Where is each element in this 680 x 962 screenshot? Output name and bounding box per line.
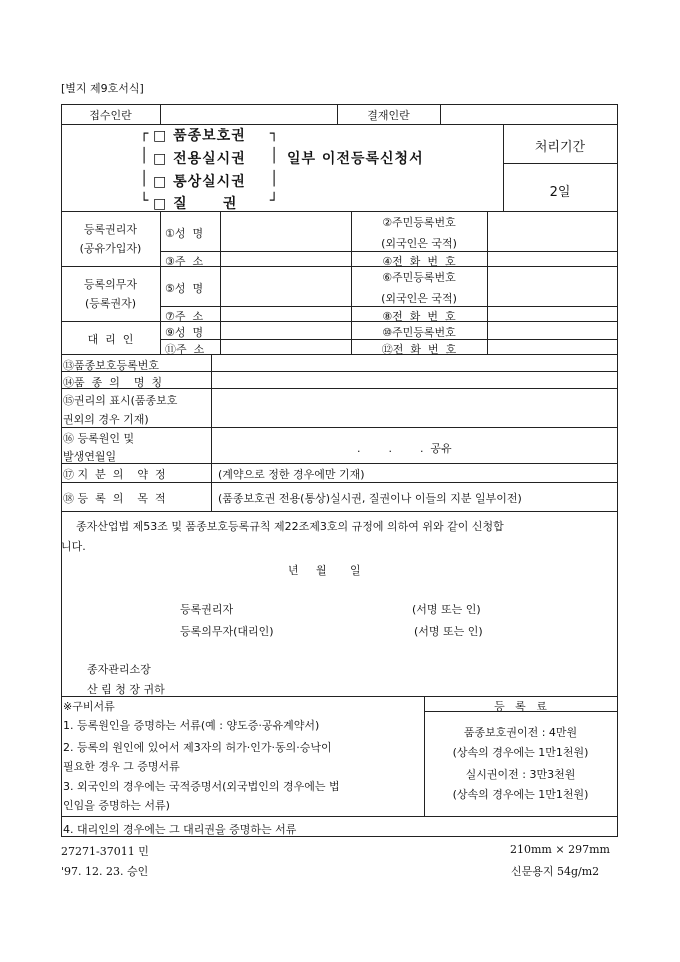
obligor-address-label: ⑦주 소 <box>165 310 204 323</box>
obligor-label: 등록의무자 <box>83 278 138 291</box>
date-year-label: 년 <box>288 564 299 577</box>
recipient-line2: 산 림 청 장 귀하 <box>87 683 165 696</box>
bracket-top: ┌ <box>140 126 150 142</box>
right-indication-input[interactable] <box>213 390 615 426</box>
option-exclusive-license[interactable]: □ 전용실시권 <box>153 151 246 167</box>
settlement-label: 결재인란 <box>367 109 410 122</box>
registration-number-label: ⑬품종보호등록번호 <box>63 359 160 372</box>
rightholder-rrn-input[interactable] <box>489 213 615 249</box>
title-suffix: 일부 이전등록신청서 <box>287 151 424 167</box>
approval-date: '97. 12. 23. 승인 <box>61 865 149 878</box>
checkbox-icon[interactable]: □ <box>153 196 168 212</box>
fee-line: 품종보호권이전 : 4만원 <box>463 726 578 739</box>
processing-label: 처리기간 <box>534 140 586 155</box>
bracket-right-mid1: │ <box>270 148 280 164</box>
agent-address-input[interactable] <box>222 341 349 353</box>
registration-number-input[interactable] <box>213 356 615 370</box>
fee-line: 실시권이전 : 3만3천원 <box>465 768 576 781</box>
document-item: 3. 외국인의 경우에는 국적증명서(외국법인의 경우에는 법 <box>63 780 340 793</box>
rightholder-label: 등록권리자 <box>83 223 138 236</box>
bracket-mid2: │ <box>140 171 150 187</box>
agent-label: 대 리 인 <box>87 333 134 346</box>
rightholder-phone-label: ④전 화 번 호 <box>382 255 456 268</box>
rightholder-address-input[interactable] <box>222 253 349 265</box>
signer-rightholder-seal[interactable]: (서명 또는 인) <box>412 603 481 616</box>
registration-purpose-label: ⑱ 등 록 의 목 적 <box>63 492 166 505</box>
recipient-line1: 종자관리소장 <box>87 663 151 676</box>
rightholder-name-label: ①성 명 <box>165 227 204 240</box>
obligor-rrn-label: ⑥주민등록번호 <box>382 271 456 284</box>
form-code: 27271-37011 민 <box>61 845 149 858</box>
checkbox-icon[interactable]: □ <box>153 174 168 190</box>
bracket-bottom: └ <box>140 193 150 209</box>
option-variety-protection[interactable]: □ 품종보호권 <box>153 128 246 144</box>
rightholder-rrn-label: ②주민등록번호 <box>382 216 456 229</box>
obligor-nationality-label: (외국인은 국적) <box>381 292 457 305</box>
signer-obligor: 등록의무자(대리인) <box>180 625 274 638</box>
variety-name-input[interactable] <box>213 373 615 387</box>
processing-value: 2일 <box>549 185 571 200</box>
signer-obligor-seal[interactable]: (서명 또는 인) <box>414 625 483 638</box>
document-item-4: 4. 대리인의 경우에는 그 대리권을 증명하는 서류 <box>63 823 297 836</box>
bracket-right-mid2: │ <box>270 171 280 187</box>
receipt-label: 접수인란 <box>89 109 132 122</box>
fee-line: (상속의 경우에는 1만1천원) <box>452 746 589 759</box>
registration-cause-label: ⑯ 등록원인 및 <box>63 432 135 445</box>
date-month-label: 월 <box>316 564 327 577</box>
agent-rrn-label: ⑩주민등록번호 <box>382 326 456 339</box>
rightholder-sublabel: (공유가입자) <box>79 242 142 255</box>
paper-type: 신문용지 54g/m2 <box>511 865 600 878</box>
rightholder-nationality-label: (외국인은 국적) <box>381 237 457 250</box>
right-indication-label: ⑮권리의 표시(품종보호 <box>63 394 178 407</box>
bracket-mid1: │ <box>140 148 150 164</box>
variety-name-label: ⑭품 종 의 명 칭 <box>63 376 163 389</box>
document-item: 인임을 증명하는 서류) <box>63 799 170 812</box>
declaration-line2: 니다. <box>61 540 86 553</box>
obligor-phone-label: ⑧전 화 번 호 <box>382 310 456 323</box>
document-item: 필요한 경우 그 증명서류 <box>63 760 180 773</box>
paper-size: 210mm × 297mm <box>510 843 610 856</box>
agent-phone-input[interactable] <box>489 341 615 353</box>
obligor-sublabel: (등록권자) <box>84 297 137 310</box>
option-pledge[interactable]: □ 질 권 <box>153 196 238 212</box>
rightholder-address-label: ③주 소 <box>165 255 204 268</box>
checkbox-icon[interactable]: □ <box>153 151 168 167</box>
share-agreement-label: ⑰ 지 분 의 약 정 <box>63 468 166 481</box>
agent-name-label: ⑨성 명 <box>165 326 204 339</box>
signer-rightholder: 등록권리자 <box>180 603 234 616</box>
obligor-rrn-input[interactable] <box>489 268 615 304</box>
rightholder-name-input[interactable] <box>222 213 349 249</box>
form-number-label: [별지 제9호서식] <box>61 82 144 95</box>
obligor-name-label: ⑤성 명 <box>165 282 204 295</box>
date-day-label: 일 <box>350 564 361 577</box>
document-item: 2. 등록의 원인에 있어서 제3자의 허가·인가·동의·승낙이 <box>63 741 332 754</box>
right-indication-sublabel: 권외의 경우 기재) <box>63 413 149 426</box>
agent-name-input[interactable] <box>222 323 349 337</box>
agent-address-label: ⑪주 소 <box>165 343 205 356</box>
obligor-phone-input[interactable] <box>489 308 615 320</box>
registration-cause-sublabel: 발생연월일 <box>63 450 117 463</box>
share-agreement-note[interactable]: (계약으로 정한 경우에만 기재) <box>218 468 365 481</box>
fees-title: 등 록 료 <box>494 700 547 713</box>
required-documents-title: ※구비서류 <box>63 700 115 713</box>
checkbox-icon[interactable]: □ <box>153 128 168 144</box>
registration-cause-value[interactable]: . . . 공유 <box>357 442 452 455</box>
obligor-address-input[interactable] <box>222 308 349 320</box>
agent-phone-label: ⑫전 화 번 호 <box>381 343 457 356</box>
bracket-right-top: ┐ <box>270 126 280 142</box>
option-ordinary-license[interactable]: □ 통상실시권 <box>153 174 246 190</box>
agent-rrn-input[interactable] <box>489 323 615 337</box>
obligor-name-input[interactable] <box>222 268 349 304</box>
bracket-right-bottom: ┘ <box>270 193 280 209</box>
document-item: 1. 등록원인을 증명하는 서류(예 : 양도증·공유계약서) <box>63 719 320 732</box>
registration-purpose-note[interactable]: (품종보호권 전용(통상)실시권, 질권이나 이들의 지분 일부이전) <box>218 492 522 505</box>
rightholder-phone-input[interactable] <box>489 253 615 265</box>
fee-line: (상속의 경우에는 1만1천원) <box>452 788 589 801</box>
declaration-line1: 종자산업법 제53조 및 품종보호등록규칙 제22조제3호의 규정에 의하여 위와 같이 신청합 <box>76 520 504 533</box>
